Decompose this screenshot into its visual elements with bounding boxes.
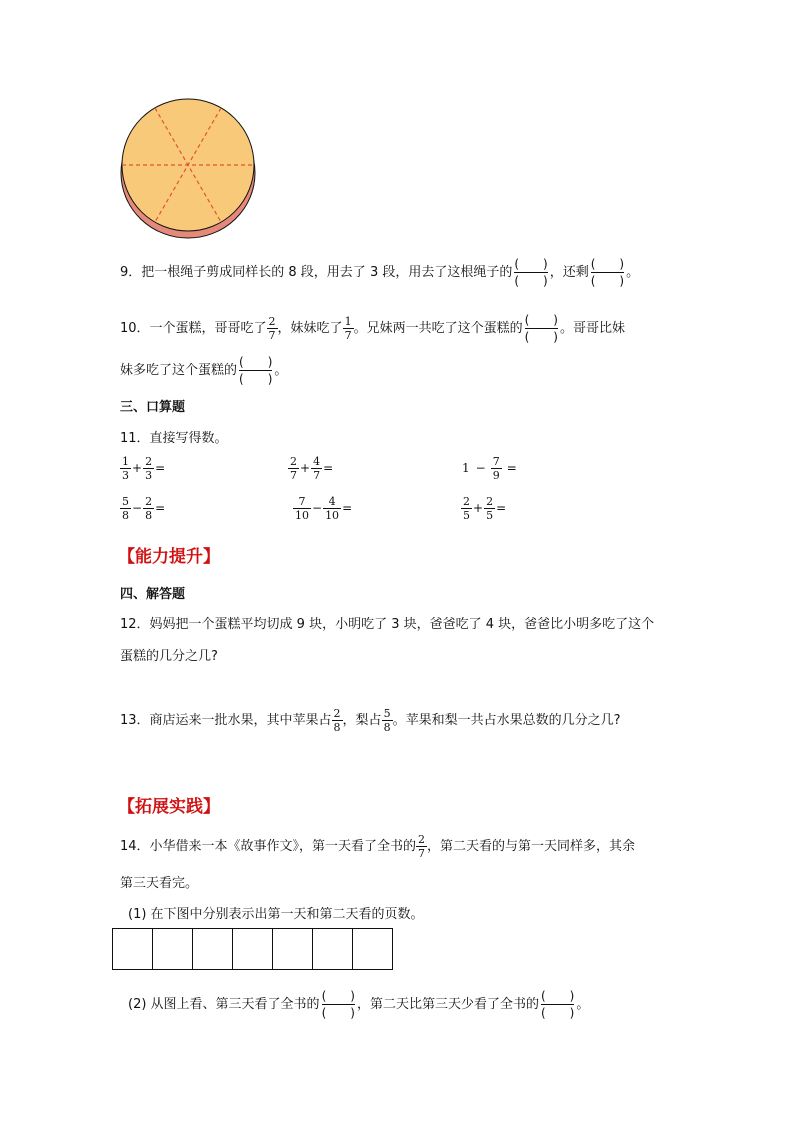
- expand-heading: 【拓展实践】: [118, 797, 220, 817]
- cake-illustration: [118, 97, 262, 241]
- calc-item: 1 − $\frac{7}{9}$ =: [462, 455, 517, 482]
- question-14-line2: 第三天看完。: [120, 876, 199, 891]
- question-10: 10．一个蛋糕，哥哥吃了 $\frac{2}{7}$ ，妹妹吃了 $\frac{1}{7}$ 。兄妹两一共吃了这个蛋糕的 ( ) ( ) 。哥哥比妹: [120, 313, 625, 344]
- page-grid[interactable]: [112, 928, 393, 970]
- answer-blank[interactable]: ( ) ( ): [239, 355, 273, 386]
- calc-item: $\frac{1}{3}$ + $\frac{2}{3}$ =: [122, 455, 166, 482]
- fraction: $\frac{2}{7}$: [268, 315, 276, 342]
- answer-blank[interactable]: ( ) ( ): [514, 257, 548, 288]
- question-12-line2: 蛋糕的几分之几?: [120, 649, 218, 664]
- calc-item: $\frac{7}{10}$ − $\frac{4}{10}$ =: [295, 495, 353, 522]
- question-9: 9．把一根绳子剪成同样长的 8 段，用去了 3 段，用去了这根绳子的 ( ) ( ) ，还剩 ( ) ( ) 。: [120, 257, 640, 288]
- fraction: $\frac{2}{8}$: [333, 707, 341, 734]
- answer-blank[interactable]: ( ) ( ): [590, 257, 625, 288]
- grid-cell[interactable]: [153, 929, 193, 969]
- fraction: $\frac{5}{8}$: [383, 707, 391, 734]
- question-14: 14．小华借来一本《故事作文》，第一天看了全书的 $\frac{2}{7}$ ，第二天看的与第一天同样多，其余: [120, 833, 636, 860]
- q9-text-b: ，还剩: [549, 265, 589, 280]
- fraction: $\frac{1}{7}$: [344, 315, 352, 342]
- grid-cell[interactable]: [233, 929, 273, 969]
- fraction: $\frac{2}{7}$: [418, 833, 426, 860]
- question-11-text: 11．直接写得数。: [120, 431, 228, 446]
- grid-cell[interactable]: [353, 929, 392, 969]
- section-4-title: 四、解答题: [120, 587, 186, 602]
- question-12-line1: 12．妈妈把一个蛋糕平均切成 9 块，小明吃了 3 块，爸爸吃了 4 块，爸爸比小明多吃了这个: [120, 617, 655, 632]
- ability-heading: 【能力提升】: [118, 547, 220, 567]
- q9-text-a: 9．把一根绳子剪成同样长的 8 段，用去了 3 段，用去了这根绳子的: [120, 265, 513, 280]
- question-10-line2: 妹多吃了这个蛋糕的 ( ) ( ) 。: [120, 355, 288, 386]
- calc-item: $\frac{5}{8}$ − $\frac{2}{8}$ =: [122, 495, 166, 522]
- grid-cell[interactable]: [193, 929, 233, 969]
- answer-blank[interactable]: ( ) ( ): [524, 313, 558, 344]
- section-3-title: 三、口算题: [120, 400, 186, 415]
- question-14-sub2: (2) 从图上看、第三天看了全书的 ( ) ( ) ，第二天比第三天少看了全书的 ( ) ( ) 。: [128, 989, 590, 1020]
- answer-blank[interactable]: ( ) ( ): [321, 989, 355, 1020]
- grid-cell[interactable]: [113, 929, 153, 969]
- question-14-sub1: (1) 在下图中分别表示出第一天和第二天看的页数。: [128, 907, 424, 922]
- calc-item: $\frac{2}{7}$ + $\frac{4}{7}$ =: [290, 455, 334, 482]
- grid-cell[interactable]: [313, 929, 353, 969]
- question-13: 13．商店运来一批水果，其中苹果占 $\frac{2}{8}$ ，梨占 $\frac{5}{8}$ 。苹果和梨一共占水果总数的几分之几?: [120, 707, 621, 734]
- calc-item: $\frac{2}{5}$ + $\frac{2}{5}$ =: [463, 495, 507, 522]
- answer-blank[interactable]: ( ) ( ): [540, 989, 575, 1020]
- grid-cell[interactable]: [273, 929, 313, 969]
